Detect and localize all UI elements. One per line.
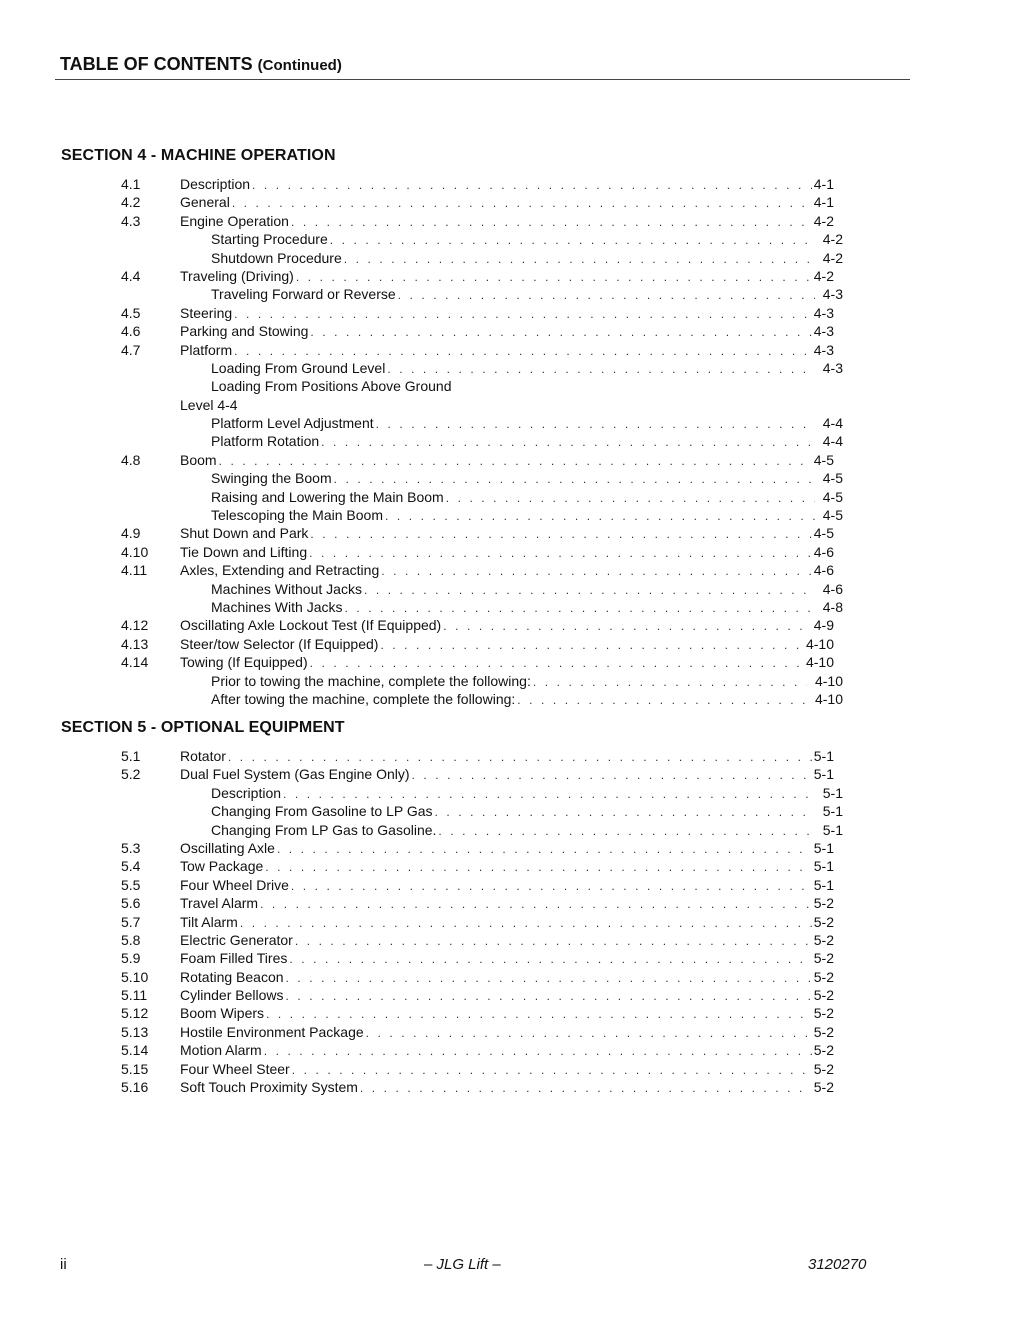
toc-row[interactable] (0, 341, 1024, 359)
dot-leader (310, 654, 804, 672)
toc-entry[interactable] (180, 212, 834, 231)
page-header (60, 54, 910, 75)
toc-entry-title: Prior to towing the machine, complete the following: (211, 672, 531, 689)
dot-leader (344, 599, 814, 617)
toc-row[interactable] (0, 414, 1024, 432)
toc-entry[interactable] (180, 396, 240, 414)
toc-entry[interactable] (180, 193, 834, 212)
toc-row[interactable] (0, 396, 1024, 414)
toc-row[interactable] (0, 1041, 1024, 1059)
toc-entry[interactable] (211, 285, 843, 304)
toc-entry-title: Rotator (180, 748, 226, 764)
toc-entry-title: Tie Down and Lifting (180, 543, 308, 560)
toc-page-number: 4-2 (813, 267, 834, 284)
toc-page-number: 5-2 (813, 1060, 834, 1077)
toc-page-number: 4-3 (822, 286, 843, 303)
toc-page-number: 5-2 (813, 1023, 834, 1040)
dot-leader (334, 470, 815, 488)
toc-row[interactable] (0, 747, 1024, 765)
toc-row[interactable] (0, 359, 1024, 377)
toc-page-number: 4-4 (822, 415, 843, 432)
toc-page-number: 4-10 (805, 654, 834, 671)
dot-leader (310, 323, 811, 341)
dot-leader (252, 176, 812, 194)
dot-leader (443, 617, 812, 635)
toc-entry[interactable] (211, 488, 843, 507)
toc-row[interactable] (0, 304, 1024, 322)
toc-entry[interactable] (211, 821, 843, 840)
toc-entry-title: Oscillating Axle (180, 839, 275, 856)
toc-entry-title: Swinging the Boom (211, 470, 332, 487)
toc-entry-title: Rotating Beacon (180, 968, 284, 985)
toc-page-number: 4-10 (814, 690, 843, 707)
dot-leader (412, 766, 812, 784)
toc-entry-title: Steering (180, 304, 233, 321)
dot-leader (264, 1042, 812, 1060)
toc-entry[interactable] (180, 635, 834, 654)
toc-row[interactable] (0, 821, 1024, 839)
toc-entry-number: 4.13 (121, 635, 149, 652)
toc-entry-title: Traveling (Driving) (180, 267, 294, 284)
toc-entry-title: Steer/tow Selector (If Equipped) (180, 635, 379, 652)
toc-entry[interactable] (211, 672, 843, 691)
toc-page-number: 4-5 (822, 488, 843, 505)
toc-entry-title: Platform (180, 341, 233, 358)
toc-entry[interactable] (180, 857, 834, 876)
toc-entry-title: Loading From Ground Level (211, 359, 386, 376)
toc-entry[interactable] (211, 432, 843, 451)
toc-row[interactable] (0, 285, 1024, 303)
toc-entry-title: Four Wheel Steer (180, 1060, 290, 1077)
toc-page-number: 4-3 (813, 341, 834, 358)
toc-page-number: 4-3 (813, 304, 834, 321)
dot-leader (398, 286, 815, 304)
dot-leader (533, 673, 807, 691)
toc-entry-number: 4.8 (121, 451, 141, 468)
toc-entry-number: 5.11 (121, 987, 148, 1004)
toc-entry-title: Shut Down and Park (180, 525, 309, 542)
dot-leader (291, 213, 812, 231)
toc-entry-title: Changing From Gasoline to LP Gas (211, 803, 433, 820)
toc-entry-number: 5.16 (121, 1079, 149, 1096)
toc-entry-title: Engine Operation (180, 212, 289, 229)
toc-entry[interactable] (211, 359, 843, 378)
toc-entry-title: Foam Filled Tires (180, 950, 288, 967)
toc-entry[interactable] (211, 784, 843, 803)
section-4-toc (0, 175, 1024, 708)
toc-entry-title: Boom Wipers (180, 1005, 265, 1022)
toc-entry-title: Tow Package (180, 858, 264, 875)
toc-row[interactable] (0, 913, 1024, 931)
toc-row[interactable] (0, 230, 1024, 248)
toc-entry-title: Level 4-4 (180, 396, 238, 413)
toc-entry[interactable] (180, 1004, 834, 1023)
header-divider (55, 79, 910, 80)
toc-row[interactable] (0, 635, 1024, 653)
toc-entry[interactable] (180, 1060, 834, 1079)
toc-entry[interactable] (180, 747, 834, 766)
toc-entry-number: 4.12 (121, 617, 149, 634)
dot-leader (291, 877, 812, 895)
toc-row[interactable] (0, 949, 1024, 967)
footer-doc-number: 3120270 (808, 1256, 867, 1273)
toc-entry-title: Boom (180, 451, 217, 468)
dot-leader (240, 914, 812, 932)
toc-entry[interactable] (211, 469, 843, 488)
toc-page-number: 5-2 (813, 987, 834, 1004)
toc-page-number: 5-1 (813, 876, 834, 893)
toc-entry[interactable] (180, 175, 834, 194)
dot-leader (309, 544, 812, 562)
dot-leader (295, 932, 812, 950)
section-4-title: SECTION 4 - MACHINE OPERATION (61, 147, 336, 164)
dot-leader (228, 748, 812, 766)
toc-page-number: 4-6 (822, 580, 843, 597)
dot-leader (435, 803, 815, 821)
toc-entry-title: Axles, Extending and Retracting (180, 562, 380, 579)
toc-page-number: 5-2 (813, 895, 834, 912)
toc-entry-title: Motion Alarm (180, 1042, 262, 1059)
toc-row[interactable] (0, 690, 1024, 708)
toc-entry[interactable] (180, 876, 834, 895)
toc-entry-title: Description (211, 784, 282, 801)
toc-page-number: 5-1 (813, 839, 834, 856)
toc-page-number: 5-1 (813, 766, 834, 783)
toc-entry[interactable] (180, 894, 834, 913)
toc-entry[interactable] (180, 653, 834, 672)
toc-entry-title: Shutdown Procedure (211, 249, 342, 266)
toc-entry[interactable] (180, 931, 834, 950)
toc-entry[interactable] (180, 341, 834, 360)
toc-row[interactable] (0, 839, 1024, 857)
toc-page-number: 4-3 (813, 323, 834, 340)
toc-entry-number: 5.1 (121, 748, 141, 764)
dot-leader (283, 785, 815, 803)
toc-page-number: 4-4 (822, 433, 843, 450)
toc-entry[interactable] (180, 1041, 834, 1060)
toc-entry[interactable] (211, 802, 843, 821)
toc-row[interactable] (0, 1060, 1024, 1078)
toc-entry-title: Starting Procedure (211, 231, 328, 248)
toc-entry[interactable] (211, 598, 843, 617)
toc-entry-number: 5.10 (121, 968, 149, 985)
dot-leader (234, 305, 812, 323)
dot-leader (376, 415, 815, 433)
toc-entry-number: 5.2 (121, 766, 141, 783)
toc-entry-number: 5.6 (121, 895, 141, 912)
dot-leader (366, 1024, 812, 1042)
toc-entry-number: 4.11 (121, 562, 148, 579)
toc-entry-title: Dual Fuel System (Gas Engine Only) (180, 766, 410, 783)
toc-entry[interactable] (180, 913, 834, 932)
toc-entry-title: Cylinder Bellows (180, 987, 284, 1004)
toc-page-number: 4-5 (813, 525, 834, 542)
toc-row[interactable] (0, 653, 1024, 671)
toc-entry-title: Platform Level Adjustment (211, 415, 374, 432)
toc-entry-title: Description (180, 176, 251, 192)
toc-row[interactable] (0, 469, 1024, 487)
toc-page-number: 4-9 (813, 617, 834, 634)
toc-row[interactable] (0, 212, 1024, 230)
toc-row[interactable] (0, 488, 1024, 506)
toc-entry-title: Parking and Stowing (180, 323, 309, 340)
toc-page-number: 4-6 (813, 543, 834, 560)
toc-entry-title: Machines Without Jacks (211, 580, 362, 597)
toc-page-number: 5-1 (822, 784, 843, 801)
dot-leader (219, 452, 812, 470)
dot-leader (296, 268, 812, 286)
toc-entry[interactable] (211, 580, 843, 599)
toc-page-number: 5-2 (813, 913, 834, 930)
toc-page-number: 4-3 (822, 359, 843, 376)
dot-leader (266, 1005, 812, 1023)
toc-entry[interactable] (180, 322, 834, 341)
toc-row[interactable] (0, 876, 1024, 894)
toc-entry-title: Raising and Lowering the Main Boom (211, 488, 444, 505)
toc-entry-title: Machines With Jacks (211, 598, 343, 615)
toc-entry[interactable] (180, 561, 834, 580)
toc-page-number: 5-2 (813, 1042, 834, 1059)
dot-leader (310, 525, 811, 543)
dot-leader (292, 1061, 812, 1079)
toc-row[interactable] (0, 802, 1024, 820)
toc-entry-title: General (180, 194, 230, 211)
toc-row[interactable] (0, 451, 1024, 469)
dot-leader (277, 840, 812, 858)
toc-page-number: 4-1 (813, 176, 834, 192)
toc-page-number: 4-8 (822, 598, 843, 615)
dot-leader (364, 581, 815, 599)
toc-entry-number: 4.14 (121, 654, 149, 671)
toc-entry-title: Changing From LP Gas to Gasoline. (211, 821, 437, 838)
toc-row[interactable] (0, 765, 1024, 783)
toc-entry-title: Traveling Forward or Reverse (211, 286, 396, 303)
toc-row[interactable] (0, 249, 1024, 267)
toc-page-number: 4-5 (822, 470, 843, 487)
toc-entry[interactable] (180, 267, 834, 286)
dot-leader (387, 360, 814, 378)
dot-leader (360, 1079, 812, 1097)
toc-page-number: 5-1 (813, 748, 834, 764)
dot-leader (330, 231, 815, 249)
toc-row[interactable] (0, 322, 1024, 340)
toc-entry-number: 4.6 (121, 323, 141, 340)
toc-entry-title: Four Wheel Drive (180, 876, 289, 893)
toc-page-number: 4-10 (814, 672, 843, 689)
toc-page-number: 4-2 (813, 212, 834, 229)
dot-leader (285, 987, 811, 1005)
toc-row[interactable] (0, 1078, 1024, 1096)
toc-page-number: 4-2 (822, 231, 843, 248)
toc-row[interactable] (0, 524, 1024, 542)
toc-row[interactable] (0, 580, 1024, 598)
toc-page-number: 5-1 (813, 858, 834, 875)
dot-leader (232, 194, 812, 212)
toc-row[interactable] (0, 267, 1024, 285)
toc-entry-number: 4.7 (121, 341, 141, 358)
page-title: TABLE OF CONTENTS (60, 54, 253, 74)
toc-entry[interactable] (180, 543, 834, 562)
dot-leader (446, 489, 815, 507)
toc-page-number: 4-5 (822, 507, 843, 524)
toc-entry-number: 4.4 (121, 267, 141, 284)
toc-entry-title: Travel Alarm (180, 895, 259, 912)
toc-entry-title: Electric Generator (180, 931, 293, 948)
toc-entry[interactable] (211, 690, 843, 709)
footer-brand: – JLG Lift – (424, 1256, 501, 1273)
toc-entry-number: 4.3 (121, 212, 141, 229)
toc-row[interactable] (0, 543, 1024, 561)
toc-page-number: 5-2 (813, 931, 834, 948)
toc-page-number: 4-5 (813, 451, 834, 468)
toc-row[interactable] (0, 784, 1024, 802)
toc-row[interactable] (0, 894, 1024, 912)
toc-entry[interactable] (211, 377, 453, 395)
toc-entry[interactable] (211, 249, 843, 268)
dot-leader (260, 895, 812, 913)
dot-leader (385, 507, 815, 525)
toc-entry[interactable] (180, 968, 834, 987)
toc-page-number: 5-1 (822, 821, 843, 838)
toc-entry-title: Hostile Environment Package (180, 1023, 364, 1040)
toc-entry[interactable] (180, 986, 834, 1005)
toc-entry-title: Platform Rotation (211, 433, 320, 450)
toc-row[interactable] (0, 968, 1024, 986)
section-5-toc (0, 747, 1024, 1096)
toc-entry-title: Towing (If Equipped) (180, 654, 308, 671)
toc-page-number: 5-2 (813, 1079, 834, 1096)
toc-row[interactable] (0, 1004, 1024, 1022)
toc-entry-title: Oscillating Axle Lockout Test (If Equipped) (180, 617, 442, 634)
continued-label: (Continued) (257, 57, 342, 74)
toc-row[interactable] (0, 931, 1024, 949)
toc-entry-number: 5.12 (121, 1005, 149, 1022)
dot-leader (438, 822, 814, 840)
toc-entry[interactable] (180, 616, 834, 635)
dot-leader (344, 250, 815, 268)
toc-entry-number: 5.5 (121, 876, 141, 893)
dot-leader (381, 562, 812, 580)
toc-entry[interactable] (211, 230, 843, 249)
toc-entry-number: 5.9 (121, 950, 141, 967)
toc-page-number: 5-2 (813, 1005, 834, 1022)
toc-row[interactable] (0, 857, 1024, 875)
toc-entry-number: 5.14 (121, 1042, 149, 1059)
toc-entry-number: 4.2 (121, 194, 141, 211)
toc-entry-number: 5.7 (121, 913, 141, 930)
dot-leader (321, 433, 815, 451)
toc-entry-number: 5.3 (121, 839, 141, 856)
toc-entry-number: 5.8 (121, 931, 141, 948)
toc-row[interactable] (0, 1023, 1024, 1041)
dot-leader (380, 636, 804, 654)
toc-entry[interactable] (180, 451, 834, 470)
toc-row[interactable] (0, 506, 1024, 524)
toc-page-number: 5-2 (813, 950, 834, 967)
dot-leader (234, 342, 812, 360)
dot-leader (265, 858, 811, 876)
toc-entry-title: Tilt Alarm (180, 913, 238, 930)
toc-entry[interactable] (180, 949, 834, 968)
toc-entry[interactable] (180, 1023, 834, 1042)
toc-row[interactable] (0, 377, 1024, 395)
toc-entry-title: Telescoping the Main Boom (211, 507, 383, 524)
toc-page-number: 4-2 (822, 249, 843, 266)
section-5-title: SECTION 5 - OPTIONAL EQUIPMENT (61, 719, 345, 736)
toc-entry-number: 4.9 (121, 525, 141, 542)
dot-leader (517, 691, 807, 709)
toc-entry-number: 5.13 (121, 1023, 149, 1040)
toc-entry-number: 5.15 (121, 1060, 149, 1077)
toc-row[interactable] (0, 672, 1024, 690)
toc-page-number: 5-1 (822, 803, 843, 820)
toc-entry-number: 4.10 (121, 543, 149, 560)
toc-row[interactable] (0, 561, 1024, 579)
toc-entry-number: 4.5 (121, 304, 141, 321)
toc-entry-title: Soft Touch Proximity System (180, 1079, 358, 1096)
footer-page-number: ii (60, 1256, 67, 1273)
toc-page-number: 4-1 (813, 194, 834, 211)
toc-entry[interactable] (211, 414, 843, 433)
toc-entry[interactable] (180, 524, 834, 543)
toc-entry[interactable] (180, 304, 834, 323)
toc-entry[interactable] (180, 1078, 834, 1097)
toc-page-number: 4-10 (805, 635, 834, 652)
dot-leader (286, 969, 812, 987)
toc-entry-title: Loading From Positions Above Ground (211, 378, 452, 395)
toc-row[interactable] (0, 616, 1024, 634)
dot-leader (289, 950, 811, 968)
toc-entry-number: 5.4 (121, 858, 141, 875)
toc-row[interactable] (0, 193, 1024, 211)
toc-row[interactable] (0, 598, 1024, 616)
toc-entry[interactable] (180, 765, 834, 784)
toc-row[interactable] (0, 175, 1024, 193)
toc-row[interactable] (0, 432, 1024, 450)
toc-entry[interactable] (180, 839, 834, 858)
toc-page-number: 5-2 (813, 968, 834, 985)
toc-entry[interactable] (211, 506, 843, 525)
toc-entry-number: 4.1 (121, 176, 141, 192)
toc-page-number: 4-6 (813, 562, 834, 579)
toc-row[interactable] (0, 986, 1024, 1004)
toc-entry-title: After towing the machine, complete the following: (211, 690, 516, 707)
